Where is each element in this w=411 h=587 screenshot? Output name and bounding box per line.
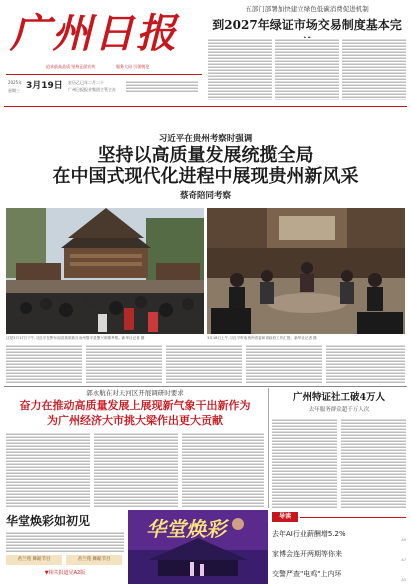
masthead-info-block	[126, 80, 198, 92]
brief-item-text: 家博会连开两期等你来	[272, 550, 342, 558]
side-story-body-col-2	[341, 418, 406, 508]
meeting-photo-caption: 3月18日上午,习近平听取贵州省委和省政府工作汇报。新华社记者 摄	[207, 336, 317, 340]
brief-item-page: A3	[401, 578, 406, 582]
top-story	[208, 4, 406, 104]
top-story-kicker: 五部门部署加快建立绿色低碳消费促进机制	[245, 5, 369, 13]
second-story-body-col-1	[6, 432, 90, 508]
feature-title: 华堂焕彩如初见	[6, 514, 91, 528]
briefs-label-badge	[272, 512, 298, 522]
lead-body-col-4	[246, 344, 322, 384]
masthead-subtitle-2: 服务大局 引领舆论	[116, 64, 150, 69]
top-story-body-col-3	[342, 38, 406, 100]
feature-tag-1-label: 君兰苑 舞蹈节目	[17, 557, 51, 562]
side-story-headline: 广州特证社工破4万人	[292, 392, 386, 403]
second-story-headline-1: 奋力在推动高质量发展上展现新气象干出新作为	[19, 399, 251, 412]
brief-item-page: A7	[401, 558, 406, 562]
second-story-headline-2: 为广州经济大市挑大梁作出更大贡献	[47, 414, 223, 427]
masthead	[6, 4, 202, 104]
top-story-body-col-2	[275, 38, 339, 100]
masthead-info-1: 农历乙巳年二月二十	[68, 80, 104, 85]
meeting-photo	[207, 208, 405, 334]
top-story-headline: 到2027年绿证市场交易制度基本完	[212, 18, 402, 32]
lead-headline-1: 坚持以高质量发展统揽全局	[97, 145, 314, 166]
lead-kicker: 习近平在贵州考察时强调	[158, 134, 253, 144]
feature-tag-2	[66, 555, 122, 565]
second-story-body-col-2	[94, 432, 178, 508]
village-photo	[6, 208, 204, 334]
briefs-panel	[272, 510, 406, 584]
side-story-body-col-1	[272, 418, 337, 508]
lead-headline-2: 在中国式现代化进程中展现贵州新风采	[52, 166, 359, 187]
feature-banner-title: 华堂焕彩	[146, 517, 226, 541]
masthead-divider	[6, 74, 202, 75]
brief-item[interactable]	[272, 546, 406, 564]
feature-tag-2-label: 君兰苑 舞蹈节目	[77, 557, 111, 562]
masthead-subtitle-1: 追求最高品质 坚持正面宣传	[46, 64, 96, 69]
brief-item[interactable]	[272, 526, 406, 544]
side-story-subhead: 去年服务群众超千万人次	[308, 407, 370, 413]
masthead-logo: 广州日报	[10, 10, 178, 57]
feature-tag-1	[6, 555, 62, 565]
second-story-kicker: 郭永航在对天河区开展调研时要求	[86, 389, 184, 397]
village-photo-caption: 这是3月17日下午,习近平在黔东南苗族侗族自治州黎平县肇兴侗寨考察。新华社记者 摄	[6, 336, 145, 340]
second-story-body-col-3	[182, 432, 264, 508]
feature-body	[6, 531, 124, 553]
lead-byline: 蔡奇陪同考察	[179, 191, 231, 201]
brief-item-text: 交警严查"电鸡"上内环	[272, 570, 342, 578]
brief-item[interactable]	[272, 566, 406, 584]
feature-banner	[128, 510, 268, 584]
briefs-label: 导读	[278, 513, 291, 520]
lead-body-col-1	[6, 344, 82, 384]
masthead-rule	[4, 106, 407, 107]
brief-item-page: A9	[401, 538, 406, 542]
lead-body-col-2	[86, 344, 162, 384]
date-year: 2025年	[8, 80, 23, 85]
masthead-info-2: 广州日报报业集团主管主办	[68, 87, 116, 92]
brief-item-text: 去年AI行业薪酬增5.2%	[272, 530, 346, 538]
feature-footnote: ▼相关报道见A2版	[44, 570, 86, 576]
section-rule	[4, 386, 407, 387]
meeting-photo-image	[207, 208, 405, 334]
side-story-divider	[268, 388, 269, 508]
date-weekday: 星期三	[8, 88, 20, 93]
date-main: 3月19日	[26, 81, 63, 91]
lead-body-col-3	[166, 344, 242, 384]
briefs-rule	[300, 517, 406, 518]
top-story-body-col-1	[208, 38, 272, 100]
lead-body-col-5	[326, 344, 405, 384]
village-photo-image	[6, 208, 204, 334]
